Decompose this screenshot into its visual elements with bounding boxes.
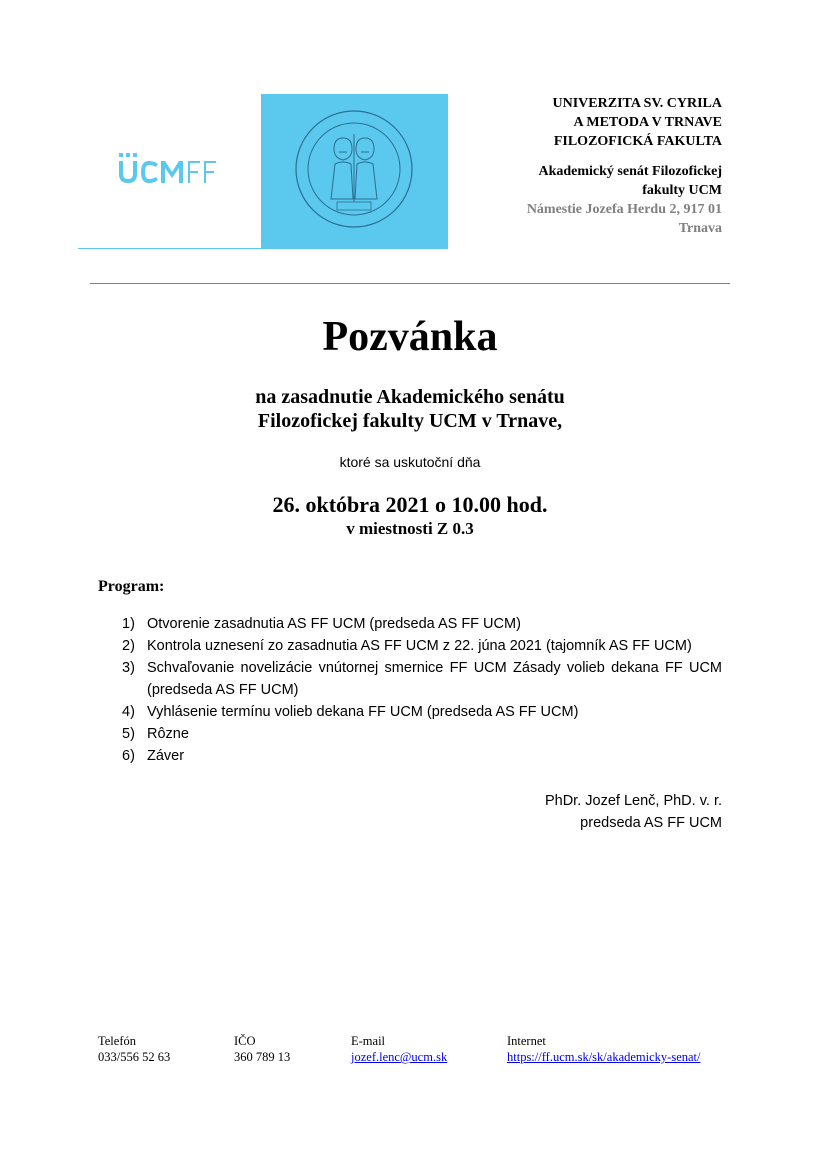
institution-block [422,94,722,238]
program-item [122,745,722,767]
program-item-text: Otvorenie zasadnutia AS FF UCM (predseda AS FF UCM) [147,616,521,632]
ico-value: 360 789 13 [234,1050,291,1064]
university-name [422,94,722,151]
phone-value: 033/556 52 63 [98,1050,171,1064]
signature-block [545,790,722,834]
document-title: Pozvánka [322,314,498,360]
subtitle-line: na zasadnutie Akademického senátu [255,386,565,408]
faculty-line: FILOZOFICKÁ FAKULTA [553,134,722,149]
web-label: Internet [507,1034,546,1048]
university-line: UNIVERZITA SV. CYRILA [552,96,722,111]
footer-phone [98,1033,170,1065]
program-item-text: Rôzne [147,726,189,742]
ucm-ff-logo [118,152,228,188]
university-line: A METODA V TRNAVE [573,115,722,130]
email-link[interactable]: jozef.lenc@ucm.sk [351,1050,448,1064]
program-item [122,723,722,745]
program-item-number: 2) [122,638,135,654]
footer-email [351,1033,447,1065]
program-item [122,657,722,701]
footer-web [507,1033,700,1065]
program-item-text: Záver [147,748,185,764]
senate-line: fakulty UCM [642,183,722,198]
program-item-number: 5) [122,726,135,742]
program-item-number: 3) [122,660,135,676]
program-item-number: 4) [122,704,135,720]
meeting-room: v miestnosti Z 0.3 [346,519,474,538]
program-item-text: Schvaľovanie novelizácie vnútornej smernice FF UCM Zásady volieb dekana FF UCM (predseda AS FF UCM) [147,660,722,698]
address-line: Námestie Jozefa Herdu 2, 917 01 [526,202,722,217]
subtitle-line: Filozofickej fakulty UCM v Trnave, [257,410,563,432]
program-item [122,613,722,635]
program-item [122,635,722,657]
ico-label: IČO [234,1034,256,1048]
program-item-text: Vyhlásenie termínu volieb dekana FF UCM (predseda AS FF UCM) [147,704,579,720]
address [422,200,722,238]
program-item-number: 6) [122,748,135,764]
program-label: Program: [98,578,165,595]
footer-ico [234,1033,290,1065]
university-seal-icon [261,94,448,248]
header-divider [90,283,730,284]
senate-line: Akademický senát Filozofickej [538,164,722,179]
web-link[interactable]: https://ff.ucm.sk/sk/akademicky-senat/ [507,1050,701,1064]
seal-panel [261,94,448,248]
program-item [122,701,722,723]
address-line: Trnava [678,221,722,236]
signatory-role: predseda AS FF UCM [580,815,722,831]
email-label: E-mail [351,1034,386,1048]
senate-name [422,162,722,200]
held-text: ktoré sa uskutoční dňa [339,454,481,470]
signatory-name: PhDr. Jozef Lenč, PhD. v. r. [544,793,722,809]
document-subtitle [0,385,820,433]
phone-label: Telefón [98,1034,136,1048]
program-list [122,613,722,767]
logo-underline [78,248,448,249]
program-item-number: 1) [122,616,135,632]
program-item-text: Kontrola uznesení zo zasadnutia AS FF UCM z 22. júna 2021 (tajomník AS FF UCM) [147,638,692,654]
meeting-date: 26. októbra 2021 o 10.00 hod. [272,492,548,517]
